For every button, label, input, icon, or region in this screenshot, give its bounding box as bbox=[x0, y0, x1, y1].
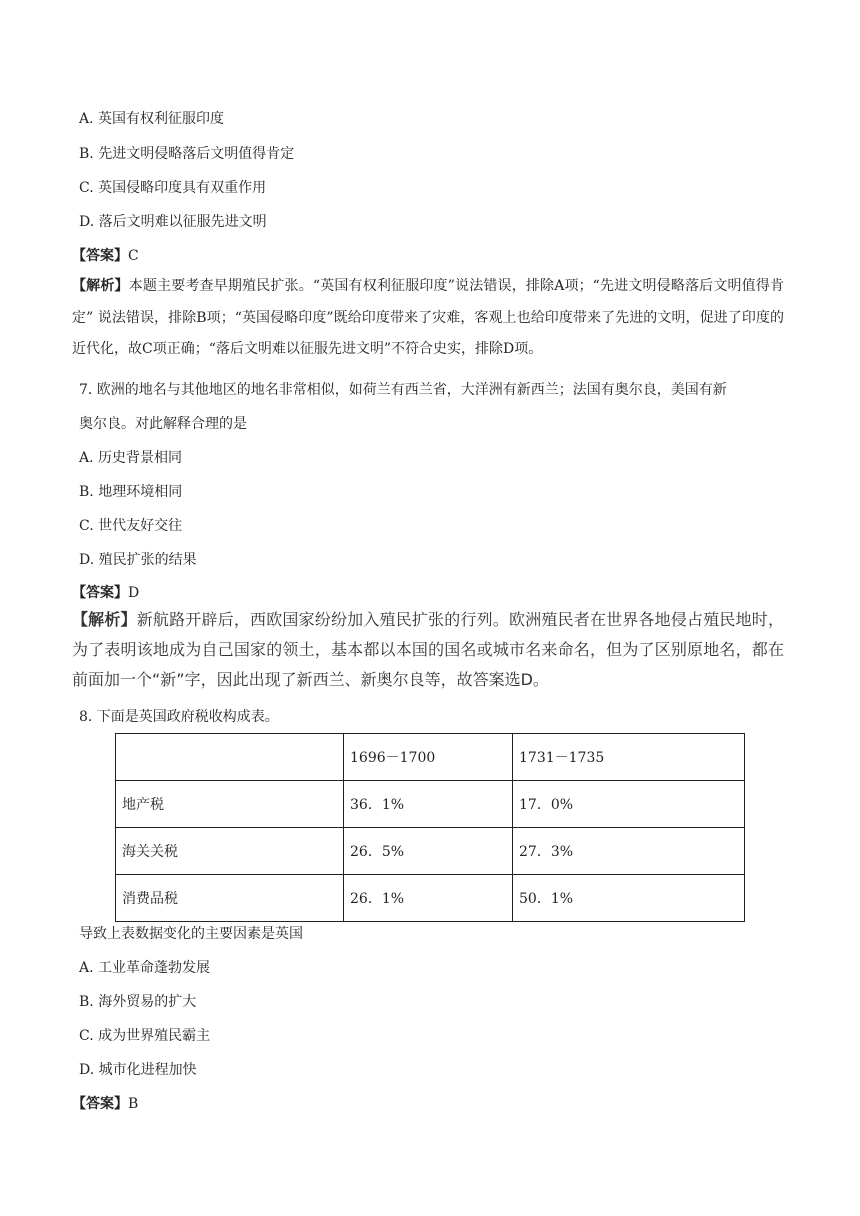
table-cell: 17．0% bbox=[513, 781, 745, 828]
table-header-cell: 1696－1700 bbox=[344, 734, 513, 781]
table-cell: 消费品税 bbox=[116, 875, 344, 922]
table-header-cell bbox=[116, 734, 344, 781]
q7-answer bbox=[72, 583, 139, 603]
table-header-cell: 1731－1735 bbox=[513, 734, 745, 781]
tax-structure-table bbox=[115, 733, 745, 922]
table-row bbox=[116, 781, 745, 828]
q8-option-a: A. 工业革命蓬勃发展 bbox=[79, 960, 211, 976]
table-cell: 地产税 bbox=[116, 781, 344, 828]
q6-option-d: D. 落后文明难以征服先进文明 bbox=[79, 214, 267, 230]
table-row bbox=[116, 828, 745, 875]
q7-option-b: B. 地理环境相同 bbox=[79, 484, 183, 500]
answer-value: B bbox=[128, 1096, 139, 1112]
q7-option-c: C. 世代友好交往 bbox=[79, 518, 183, 534]
q7-stem-line1: 7. 欧洲的地名与其他地区的地名非常相似，如荷兰有西兰省，大洋洲有新西兰；法国有奥尔良，美国有新 bbox=[79, 382, 727, 398]
q6-analysis bbox=[72, 271, 784, 366]
q8-question: 导致上表数据变化的主要因素是英国 bbox=[79, 926, 303, 942]
table-header-row bbox=[116, 734, 745, 781]
table-cell: 26．1% bbox=[344, 875, 513, 922]
q7-option-d: D. 殖民扩张的结果 bbox=[79, 552, 197, 568]
table-row bbox=[116, 875, 745, 922]
q8-option-b: B. 海外贸易的扩大 bbox=[79, 994, 197, 1010]
q8-option-d: D. 城市化进程加快 bbox=[79, 1062, 197, 1078]
q7-option-a: A. 历史背景相同 bbox=[79, 450, 183, 466]
answer-label: 【答案】 bbox=[72, 248, 128, 264]
table-cell: 50．1% bbox=[513, 875, 745, 922]
table-cell: 27．3% bbox=[513, 828, 745, 875]
q7-analysis bbox=[72, 605, 784, 695]
table-cell: 26．5% bbox=[344, 828, 513, 875]
q8-answer bbox=[72, 1094, 138, 1114]
analysis-text: 新航路开辟后，西欧国家纷纷加入殖民扩张的行列。欧洲殖民者在世界各地侵占殖民地时，为了表明该地成为自己国家的领土，基本都以本国的国名或城市名来命名，但为了区别原地名，都在前面加一个“新”字，因此出现了新西兰、新奥尔良等，故答案选D。 bbox=[72, 610, 784, 689]
analysis-text: 本题主要考查早期殖民扩张。“英国有权利征服印度”说法错误，排除A项；“先进文明侵略落后文明值得肯定” 说法错误，排除B项；“英国侵略印度”既给印度带来了灾难，客观上也给印度带来了先进的文明，促进了印度的近代化，故C项正确；“落后文明难以征服先进文明”不符合史实，排除D项。 bbox=[72, 278, 785, 357]
q6-answer bbox=[72, 246, 139, 266]
q8-option-c: C. 成为世界殖民霸主 bbox=[79, 1028, 211, 1044]
table-cell: 海关关税 bbox=[116, 828, 344, 875]
answer-value: D bbox=[128, 585, 140, 601]
analysis-label: 【解析】 bbox=[72, 610, 137, 629]
answer-label: 【答案】 bbox=[72, 585, 128, 601]
q8-stem: 8. 下面是英国政府税收构成表。 bbox=[79, 709, 279, 725]
answer-label: 【答案】 bbox=[72, 1096, 128, 1112]
q6-option-b: B. 先进文明侵略落后文明值得肯定 bbox=[79, 146, 295, 162]
q7-stem-line2: 奥尔良。对此解释合理的是 bbox=[79, 416, 247, 432]
analysis-label: 【解析】 bbox=[72, 278, 129, 294]
answer-value: C bbox=[128, 248, 139, 264]
table-cell: 36．1% bbox=[344, 781, 513, 828]
q6-option-a: A. 英国有权利征服印度 bbox=[79, 111, 225, 127]
q6-option-c: C. 英国侵略印度具有双重作用 bbox=[79, 180, 267, 196]
